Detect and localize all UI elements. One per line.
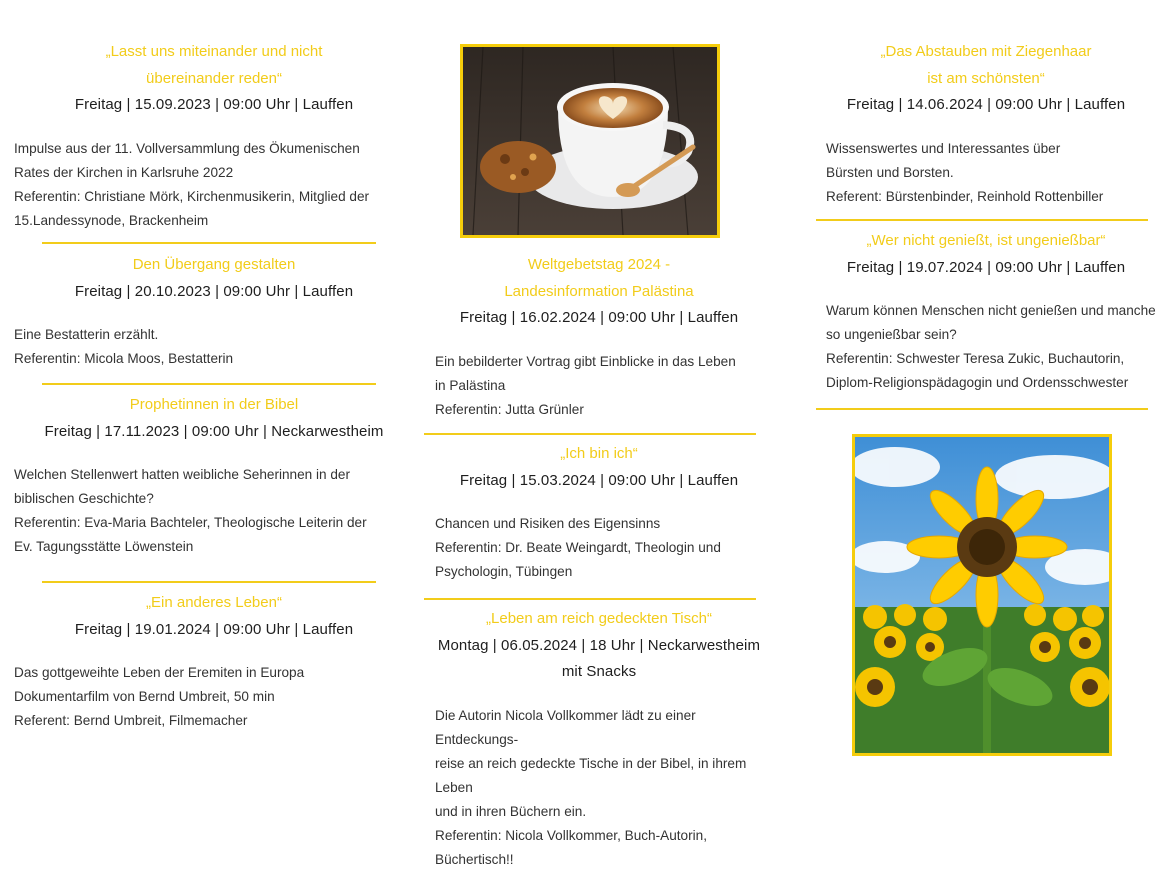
event-item	[424, 606, 774, 872]
event-item	[14, 590, 414, 733]
divider	[42, 242, 376, 244]
event-description: Ein bebilderter Vortrag gibt Einblicke in das Leben in Palästina Referentin: Jutta Grünler	[435, 353, 736, 417]
divider	[42, 581, 376, 583]
event-date: Freitag | 19.01.2024 | 09:00 Uhr | Lauffen	[74, 620, 354, 638]
event-item	[14, 392, 414, 559]
event-description: Impulse aus der 11. Vollversammlung des Ökumenischen Rates der Kirchen in Karlsruhe 2022 Referentin: Christiane Mörk, Kirchenmusikerin, Mitglied der 15.Landessynode, Brackenheim	[14, 140, 370, 228]
event-title: „Ich bin ich“	[560, 445, 638, 462]
event-item	[424, 252, 774, 422]
event-description: Eine Bestatterin erzählt. Referentin: Micola Moos, Bestatterin	[14, 327, 234, 366]
event-title: „Leben am reich gedeckten Tisch“	[486, 610, 712, 627]
event-title: „Ein anderes Leben“	[146, 594, 282, 611]
divider	[42, 383, 376, 385]
event-date: Freitag | 19.07.2024 | 09:00 Uhr | Lauffen	[846, 258, 1126, 276]
event-title: „Lasst uns miteinander und nicht übereinander reden“	[105, 43, 323, 87]
event-date: Freitag | 16.02.2024 | 09:00 Uhr | Lauffen	[459, 309, 739, 326]
divider	[424, 598, 756, 600]
event-title: „Das Abstauben mit Ziegenhaar ist am schönsten“	[880, 43, 1092, 87]
event-item	[424, 441, 774, 584]
divider	[424, 433, 756, 435]
event-item	[14, 39, 414, 233]
event-item	[14, 252, 414, 371]
divider	[816, 219, 1148, 221]
event-description: Das gottgeweihte Leben der Eremiten in Europa Dokumentarfilm von Bernd Umbreit, 50 min Referent: Bernd Umbreit, Filmemacher	[14, 665, 305, 728]
event-date: Freitag | 20.10.2023 | 09:00 Uhr | Lauffen	[74, 282, 354, 300]
event-date: Montag | 06.05.2024 | 18 Uhr | Neckarwestheim mit Snacks	[437, 636, 761, 680]
event-date: Freitag | 17.11.2023 | 09:00 Uhr | Neckarwestheim	[44, 422, 384, 440]
sunflower-icon	[855, 437, 1109, 753]
divider	[816, 408, 1148, 410]
sunflower-image	[852, 434, 1112, 756]
event-title: Weltgebetstag 2024 - Landesinformation Palästina	[504, 256, 694, 300]
event-description: Welchen Stellenwert hatten weibliche Seherinnen in der biblischen Geschichte? Referentin: Eva-Maria Bachteler, Theologische Leiterin der Ev. Tagungsstätte Löwenstein	[14, 467, 367, 554]
event-description: Chancen und Risiken des Eigensinns Referentin: Dr. Beate Weingardt, Theologin und Psychologin, Tübingen	[435, 516, 721, 579]
event-item	[816, 228, 1156, 395]
event-date: Freitag | 14.06.2024 | 09:00 Uhr | Lauffen	[846, 96, 1126, 113]
event-description: Wissenswertes und Interessantes über Bürsten und Borsten. Referent: Bürstenbinder, Reinhold Rottenbiller	[826, 140, 1104, 204]
event-title: „Wer nicht genießt, ist ungenießbar“	[866, 232, 1106, 249]
coffee-image	[460, 44, 720, 238]
event-item	[816, 39, 1156, 209]
event-title: Den Übergang gestalten	[132, 256, 296, 273]
coffee-cup-icon	[463, 47, 717, 235]
event-description: Warum können Menschen nicht genießen und manche so ungenießbar sein? Referentin: Schwester Teresa Zukic, Buchautorin, Diplom-Religionspädagogin und Ordensschwester	[826, 303, 1156, 390]
event-date: Freitag | 15.03.2024 | 09:00 Uhr | Lauffen	[459, 471, 739, 489]
event-title: Prophetinnen in der Bibel	[129, 396, 299, 413]
event-date: Freitag | 15.09.2023 | 09:00 Uhr | Lauffen	[74, 96, 354, 113]
event-description: Die Autorin Nicola Vollkommer lädt zu einer Entdeckungs- reise an reich gedeckte Tische in der Bibel, in ihrem Leben und in ihren Büchern ein. Referentin: Nicola Vollkommer, Buch-Autorin, Büchertisch!!	[435, 707, 747, 867]
